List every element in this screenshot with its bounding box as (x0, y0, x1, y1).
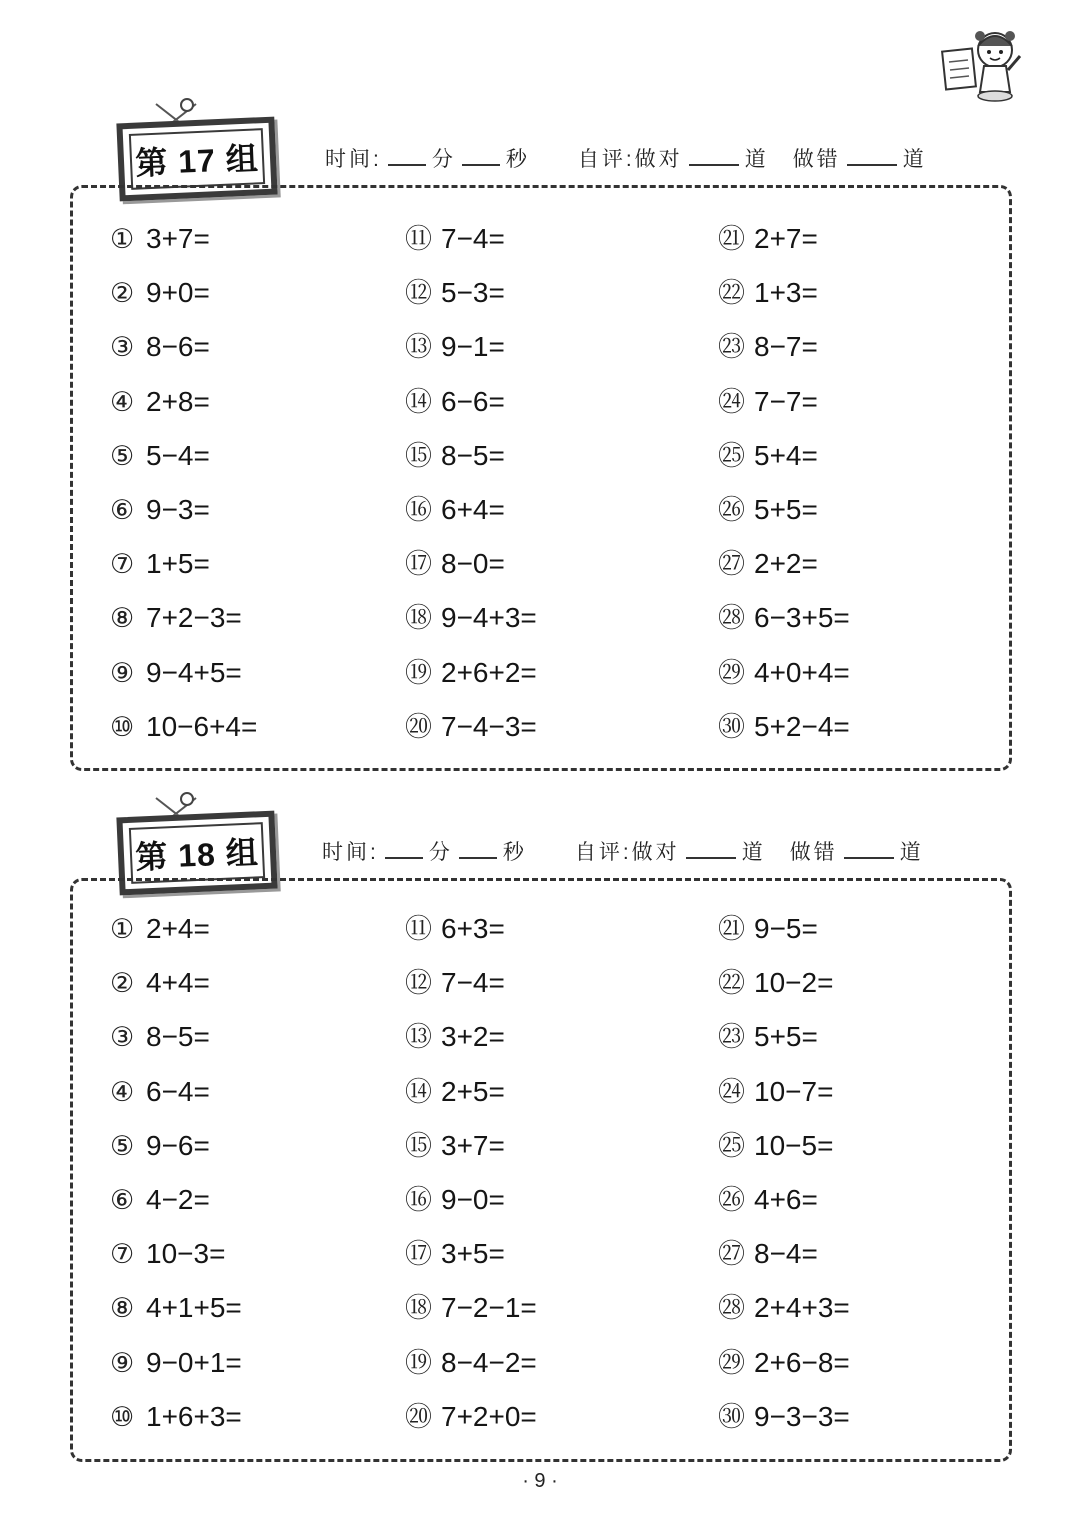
seconds-label: 秒 (502, 841, 527, 864)
problem-expression: 2+5= (441, 1075, 505, 1107)
problem-expression: 9−3−3= (754, 1400, 850, 1432)
problem-number: ④ (110, 1076, 135, 1107)
problem-expression: 9−3= (146, 494, 210, 525)
problem-number: ㉘ (718, 603, 745, 634)
problem-expression: 9−0= (441, 1184, 505, 1215)
group-title-sign (110, 98, 280, 198)
problem-expression: 2+6+2= (441, 656, 537, 688)
problem-number: ⑳ (405, 1401, 432, 1432)
problem-item (110, 653, 242, 693)
problem-expression: 8−4−2= (441, 1346, 537, 1378)
problem-item (110, 327, 210, 367)
seconds-blank[interactable] (462, 146, 500, 166)
correct-unit: 道 (741, 841, 766, 864)
problem-number: ⑲ (405, 657, 432, 688)
problem-number: ㉗ (718, 1239, 745, 1270)
problem-expression: 7−7= (754, 385, 818, 417)
problem-expression: 9+0= (146, 277, 210, 309)
problem-item (110, 963, 210, 1003)
problem-number: ⑬ (405, 332, 432, 363)
problem-number: ⑮ (405, 440, 432, 471)
problem-expression: 2+4+3= (754, 1292, 850, 1324)
problem-expression: 6−3+5= (754, 602, 850, 634)
problem-expression: 1+3= (754, 277, 818, 309)
problem-expression: 5+2−4= (754, 710, 850, 742)
problem-number: ⑥ (110, 1185, 135, 1215)
time-label: 时间: (322, 841, 379, 864)
problem-item (405, 436, 505, 476)
problem-expression: 2+2= (754, 548, 818, 580)
problem-item (110, 544, 210, 584)
problem-item (405, 1017, 505, 1057)
minutes-blank[interactable] (385, 839, 423, 859)
problem-number: ⑨ (110, 1347, 135, 1378)
problem-number: ⑲ (405, 1347, 432, 1378)
problem-number: ⑦ (110, 1239, 135, 1270)
problem-expression: 2+6−8= (754, 1346, 850, 1378)
problem-item (718, 1072, 833, 1112)
group-title-sign (110, 792, 280, 892)
problem-expression: 6+4= (441, 494, 505, 525)
problem-number: ⑱ (405, 1293, 432, 1324)
problem-item (718, 1397, 850, 1437)
problem-item (718, 653, 850, 693)
problem-expression: 5+5= (754, 1021, 818, 1053)
problem-item (110, 1017, 210, 1057)
problem-number: ⑱ (405, 603, 432, 634)
problem-expression: 10−3= (146, 1238, 226, 1270)
problem-item (405, 1397, 537, 1437)
problem-number: ㉕ (718, 1130, 745, 1161)
problem-expression: 9−4+5= (146, 656, 242, 688)
page-number: · 9 · (522, 1470, 558, 1492)
problem-item (718, 909, 818, 949)
problem-item (110, 382, 210, 422)
problem-expression: 1+5= (146, 548, 210, 580)
problem-number: ㉑ (718, 914, 745, 944)
problem-item (110, 219, 210, 259)
problem-item (405, 707, 537, 747)
problem-expression: 5+4= (754, 439, 818, 471)
wrong-label: 做错 (792, 148, 841, 171)
problem-item (718, 1126, 833, 1166)
problem-item (110, 490, 210, 530)
wrong-count-blank[interactable] (847, 146, 897, 166)
problem-expression: 8−4= (754, 1238, 818, 1270)
problem-number: ⑦ (110, 549, 135, 580)
minutes-label: 分 (428, 841, 453, 864)
problem-expression: 9−4+3= (441, 602, 537, 634)
problem-item (718, 327, 818, 367)
problem-expression: 10−6+4= (146, 710, 258, 742)
problem-number: ㉓ (718, 332, 745, 363)
problem-number: ② (110, 278, 135, 309)
problem-number: ② (110, 968, 135, 999)
problem-item (718, 219, 818, 259)
problem-item (110, 1126, 210, 1166)
problem-item (405, 653, 537, 693)
problem-expression: 7−4−3= (441, 710, 537, 742)
problem-expression: 3+2= (441, 1021, 505, 1053)
problem-number: ⑰ (405, 549, 432, 580)
problem-expression: 8−5= (146, 1021, 210, 1053)
problem-expression: 6−6= (441, 385, 505, 417)
problem-item (405, 382, 505, 422)
seconds-label: 秒 (505, 148, 530, 171)
problem-item (718, 1288, 850, 1328)
problem-item (405, 909, 505, 949)
problem-expression: 7−2−1= (441, 1292, 537, 1324)
problem-expression: 7−4= (441, 967, 505, 999)
problem-number: ① (110, 914, 135, 944)
problem-item (110, 1234, 225, 1274)
problem-number: ㉒ (718, 968, 745, 999)
problem-item (718, 382, 818, 422)
problem-item (110, 1343, 242, 1383)
problem-number: ㉑ (718, 224, 745, 254)
problem-expression: 2+7= (754, 223, 818, 254)
problem-number: ① (110, 224, 135, 254)
problem-item (405, 219, 505, 259)
problem-item (405, 598, 537, 638)
wrong-unit: 道 (899, 841, 924, 864)
wrong-unit: 道 (902, 148, 927, 171)
wrong-label: 做错 (789, 841, 838, 864)
problem-expression: 3+5= (441, 1238, 505, 1270)
problem-number: ⑰ (405, 1239, 432, 1270)
problem-item (110, 1288, 242, 1328)
problem-expression: 3+7= (441, 1129, 505, 1161)
problem-expression: 4+4= (146, 967, 210, 999)
problem-item (110, 1180, 210, 1220)
problem-expression: 7+2−3= (146, 602, 242, 634)
self-eval-label: 自评:做对 (577, 148, 683, 171)
problem-item (405, 1288, 537, 1328)
problem-number: ㉖ (718, 1185, 745, 1215)
wrong-count-blank[interactable] (844, 839, 894, 859)
problem-number: ⑮ (405, 1130, 432, 1161)
problem-item (718, 490, 818, 530)
problem-number: ⑧ (110, 603, 135, 634)
problem-number: ㉚ (718, 711, 745, 742)
problem-number: ㉙ (718, 1347, 745, 1378)
problem-expression: 2+4= (146, 913, 210, 944)
problem-item (718, 273, 818, 313)
nail-icon (180, 98, 194, 112)
problem-number: ⑤ (110, 1130, 135, 1161)
problem-item (718, 963, 833, 1003)
problem-expression: 2+8= (146, 385, 210, 417)
problem-number: ⑪ (405, 914, 432, 944)
correct-count-blank[interactable] (686, 839, 736, 859)
nail-icon (180, 792, 194, 806)
problem-expression: 6−4= (146, 1075, 210, 1107)
problem-item (110, 1397, 242, 1437)
problem-expression: 3+7= (146, 223, 210, 254)
problem-item (405, 327, 505, 367)
group-info-line (325, 143, 927, 173)
problem-number: ⑪ (405, 224, 432, 254)
problem-item (405, 1234, 505, 1274)
problem-expression: 9−6= (146, 1129, 210, 1161)
problem-number: ③ (110, 332, 135, 363)
problem-expression: 9−5= (754, 913, 818, 944)
problem-number: ㉒ (718, 278, 745, 309)
group-info-line (322, 836, 924, 866)
problem-item (110, 1072, 210, 1112)
problem-item (405, 1180, 505, 1220)
problem-expression: 10−2= (754, 967, 834, 999)
problem-expression: 8−7= (754, 331, 818, 363)
problem-item (405, 273, 505, 313)
problem-number: ⑯ (405, 1185, 432, 1215)
problem-number: ⑭ (405, 1076, 432, 1107)
problem-item (718, 436, 818, 476)
problem-number: ⑭ (405, 386, 432, 417)
problem-expression: 4+0+4= (754, 656, 850, 688)
problem-number: ㉕ (718, 440, 745, 471)
problem-item (110, 909, 210, 949)
problem-number: ⑫ (405, 278, 432, 309)
problem-item (110, 436, 210, 476)
problem-expression: 4−2= (146, 1184, 210, 1215)
problem-number: ⑤ (110, 440, 135, 471)
problem-number: ㉙ (718, 657, 745, 688)
problem-expression: 8−6= (146, 331, 210, 363)
group-title: 第 17 组 (129, 128, 265, 190)
problem-item (718, 1017, 818, 1057)
problem-number: ⑥ (110, 495, 135, 525)
minutes-blank[interactable] (388, 146, 426, 166)
seconds-blank[interactable] (459, 839, 497, 859)
problem-number: ④ (110, 386, 135, 417)
problem-number: ③ (110, 1022, 135, 1053)
problem-number: ㉔ (718, 1076, 745, 1107)
problem-item (405, 1126, 505, 1166)
problem-expression: 7+2+0= (441, 1400, 537, 1432)
time-label: 时间: (325, 148, 382, 171)
problem-number: ⑫ (405, 968, 432, 999)
problem-expression: 9−1= (441, 331, 505, 363)
self-eval-label: 自评:做对 (574, 841, 680, 864)
problem-expression: 1+6+3= (146, 1400, 242, 1432)
problem-item (718, 1180, 818, 1220)
problem-number: ⑳ (405, 711, 432, 742)
problem-expression: 9−0+1= (146, 1346, 242, 1378)
mascot-icon (940, 20, 1030, 105)
problem-number: ⑩ (110, 711, 135, 742)
correct-unit: 道 (744, 148, 769, 171)
problem-number: ⑬ (405, 1022, 432, 1053)
problem-expression: 6+3= (441, 913, 505, 944)
problem-expression: 10−7= (754, 1075, 834, 1107)
problem-item (718, 707, 850, 747)
problem-item (718, 1234, 818, 1274)
correct-count-blank[interactable] (689, 146, 739, 166)
problem-expression: 4+1+5= (146, 1292, 242, 1324)
problem-number: ⑨ (110, 657, 135, 688)
problem-number: ㉖ (718, 495, 745, 525)
problem-number: ⑩ (110, 1401, 135, 1432)
problem-item (405, 490, 505, 530)
problem-expression: 5−3= (441, 277, 505, 309)
problem-number: ㉚ (718, 1401, 745, 1432)
problem-expression: 4+6= (754, 1184, 818, 1215)
group-title: 第 18 组 (129, 822, 265, 884)
problem-expression: 5−4= (146, 439, 210, 471)
problem-number: ㉓ (718, 1022, 745, 1053)
minutes-label: 分 (431, 148, 456, 171)
problem-expression: 8−0= (441, 548, 505, 580)
problem-item (718, 1343, 850, 1383)
problem-item (405, 1072, 505, 1112)
problem-number: ⑯ (405, 495, 432, 525)
problem-expression: 7−4= (441, 223, 505, 254)
problem-item (405, 544, 505, 584)
problem-item (718, 598, 850, 638)
problem-item (405, 1343, 537, 1383)
problem-item (110, 273, 210, 313)
problem-expression: 8−5= (441, 439, 505, 471)
problem-number: ㉘ (718, 1293, 745, 1324)
problem-item (718, 544, 818, 584)
problem-number: ⑧ (110, 1293, 135, 1324)
problem-expression: 10−5= (754, 1129, 834, 1161)
problem-number: ㉗ (718, 549, 745, 580)
problem-number: ㉔ (718, 386, 745, 417)
problem-item (110, 707, 257, 747)
problem-expression: 5+5= (754, 494, 818, 525)
problem-item (405, 963, 505, 1003)
problem-item (110, 598, 242, 638)
